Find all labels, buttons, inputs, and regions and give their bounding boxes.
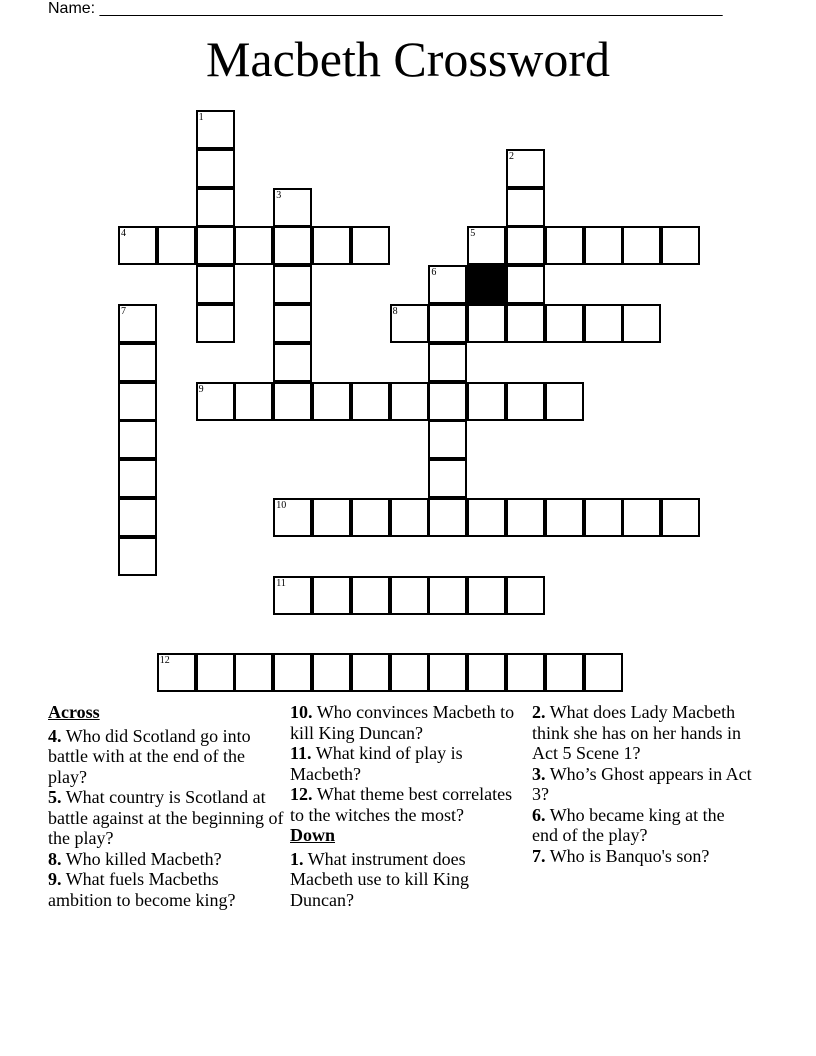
crossword-cell[interactable] <box>428 304 467 343</box>
crossword-cell[interactable] <box>506 226 545 265</box>
cell-number: 9 <box>198 383 204 395</box>
crossword-cell[interactable] <box>545 498 584 537</box>
clues-column-3 <box>532 702 754 866</box>
clue-number: 5. <box>48 787 62 807</box>
crossword-cell[interactable] <box>506 382 545 421</box>
crossword-cell[interactable] <box>661 226 700 265</box>
crossword-cell[interactable] <box>351 576 390 615</box>
crossword-cell[interactable] <box>196 382 235 421</box>
crossword-cell[interactable] <box>467 653 506 692</box>
clue-across-10 <box>290 702 526 743</box>
crossword-cell[interactable] <box>428 459 467 498</box>
crossword-cell[interactable] <box>234 226 273 265</box>
crossword-cell[interactable] <box>118 420 157 459</box>
crossword-cell[interactable] <box>545 653 584 692</box>
crossword-cell[interactable] <box>157 653 196 692</box>
crossword-cell[interactable] <box>234 653 273 692</box>
crossword-cell[interactable] <box>273 188 312 227</box>
clue-down-2 <box>532 702 754 764</box>
cell-number: 11 <box>276 577 286 589</box>
crossword-cell[interactable] <box>196 653 235 692</box>
crossword-cell[interactable] <box>428 653 467 692</box>
clue-text: Who convinces Macbeth to kill King Duncan? <box>290 702 515 743</box>
down-heading: Down <box>290 825 336 845</box>
crossword-cell[interactable] <box>467 576 506 615</box>
clue-number: 9. <box>48 869 62 889</box>
crossword-cell[interactable] <box>506 188 545 227</box>
clue-down-1 <box>290 849 526 911</box>
crossword-cell[interactable] <box>273 265 312 304</box>
cell-number: 7 <box>121 306 126 317</box>
crossword-cell[interactable] <box>312 382 351 421</box>
crossword-cell[interactable] <box>467 498 506 537</box>
crossword-cell[interactable] <box>390 304 429 343</box>
crossword-cell[interactable] <box>390 653 429 692</box>
clue-across-4 <box>48 726 284 788</box>
crossword-cell[interactable] <box>196 265 235 304</box>
crossword-cell[interactable] <box>622 498 661 537</box>
clue-across-12 <box>290 784 526 825</box>
crossword-cell[interactable] <box>428 420 467 459</box>
across-heading: Across <box>48 702 100 722</box>
crossword-cell[interactable] <box>545 304 584 343</box>
page-title: Macbeth Crossword <box>205 31 611 87</box>
clue-down-3 <box>532 764 754 805</box>
crossword-cell[interactable] <box>312 226 351 265</box>
crossword-cell[interactable] <box>196 226 235 265</box>
cell-number: 6 <box>431 267 437 279</box>
cell-number: 10 <box>276 500 287 511</box>
crossword-cell[interactable] <box>118 226 157 265</box>
clue-across-5 <box>48 787 284 849</box>
crossword-cell[interactable] <box>273 576 312 615</box>
crossword-cell[interactable] <box>467 226 506 265</box>
cell-number: 3 <box>276 189 282 201</box>
clues-column-2 <box>290 702 526 910</box>
crossword-cell[interactable] <box>118 343 157 382</box>
crossword-cell[interactable] <box>196 304 235 343</box>
cell-number: 4 <box>121 228 126 240</box>
crossword-cell[interactable] <box>196 149 235 188</box>
crossword-cell[interactable] <box>351 653 390 692</box>
crossword-cell[interactable] <box>661 498 700 537</box>
clue-text: Who did Scotland go into battle with at the end of the play? <box>48 725 251 787</box>
crossword-cell[interactable] <box>234 382 273 421</box>
clue-number: 6. <box>532 804 546 825</box>
clue-across-11 <box>290 743 526 784</box>
crossword-cell[interactable] <box>312 653 351 692</box>
name-field-label: Name: ______________________________________________________________________ <box>48 0 723 17</box>
clue-text: Who killed Macbeth? <box>65 848 222 869</box>
crossword-cell[interactable] <box>196 110 235 149</box>
clue-number: 11. <box>290 743 312 763</box>
crossword-cell[interactable] <box>273 343 312 382</box>
crossword-cell[interactable] <box>273 498 312 537</box>
clue-number: 12. <box>290 784 313 804</box>
clue-down-6 <box>532 805 754 846</box>
crossword-cell[interactable] <box>118 382 157 421</box>
cell-number: 2 <box>509 150 514 162</box>
clue-text: Who is Banquo's son? <box>549 845 710 866</box>
crossword-cell[interactable] <box>584 304 623 343</box>
crossword-cell[interactable] <box>545 226 584 265</box>
crossword-cell[interactable] <box>506 576 545 615</box>
crossword-cell[interactable] <box>428 498 467 537</box>
crossword-cell[interactable] <box>467 304 506 343</box>
crossword-cell[interactable] <box>118 498 157 537</box>
crossword-cell[interactable] <box>584 498 623 537</box>
crossword-cell[interactable] <box>428 265 467 304</box>
crossword-cell[interactable] <box>351 226 390 265</box>
crossword-cell[interactable] <box>506 149 545 188</box>
clue-across-8 <box>48 849 284 870</box>
crossword-cell[interactable] <box>428 382 467 421</box>
crossword-cell[interactable] <box>506 304 545 343</box>
crossword-cell[interactable] <box>273 304 312 343</box>
clue-text: What country is Scotland at battle against at the beginning of the play? <box>48 787 284 848</box>
clue-text: Who became king at the end of the play? <box>532 804 725 845</box>
clue-text: What fuels Macbeths ambition to become king? <box>48 869 236 910</box>
clues-column-1 <box>48 702 284 910</box>
crossword-cell[interactable] <box>351 382 390 421</box>
crossword-cell[interactable] <box>273 382 312 421</box>
crossword-cell[interactable] <box>390 576 429 615</box>
crossword-cell[interactable] <box>584 653 623 692</box>
crossword-cell[interactable] <box>118 304 157 343</box>
crossword-cell[interactable] <box>157 226 196 265</box>
cell-number: 1 <box>198 112 204 123</box>
black-square <box>467 265 506 304</box>
clue-number: 7. <box>532 845 546 866</box>
crossword-cell[interactable] <box>428 343 467 382</box>
cell-number: 5 <box>470 228 476 240</box>
crossword-cell[interactable] <box>273 653 312 692</box>
cell-number: 12 <box>159 655 170 667</box>
crossword-cell[interactable] <box>118 459 157 498</box>
clue-number: 2. <box>532 702 546 722</box>
crossword-cell[interactable] <box>196 188 235 227</box>
clue-across-9 <box>48 869 284 910</box>
crossword-cell[interactable] <box>506 498 545 537</box>
crossword-cell[interactable] <box>312 576 351 615</box>
clue-down-7 <box>532 846 754 867</box>
crossword-cell[interactable] <box>506 265 545 304</box>
clue-number: 10. <box>290 702 313 722</box>
crossword-cell[interactable] <box>467 382 506 421</box>
crossword-cell[interactable] <box>390 382 429 421</box>
clue-text: Who’s Ghost appears in Act 3? <box>532 763 752 804</box>
crossword-cell[interactable] <box>622 304 661 343</box>
crossword-cell[interactable] <box>351 498 390 537</box>
crossword-cell[interactable] <box>273 226 312 265</box>
crossword-cell[interactable] <box>622 226 661 265</box>
clue-text: What kind of play is Macbeth? <box>290 743 463 784</box>
clue-text: What instrument does Macbeth use to kill King Duncan? <box>290 848 469 910</box>
crossword-cell[interactable] <box>428 576 467 615</box>
clue-number: 4. <box>48 725 62 746</box>
crossword-cell[interactable] <box>545 382 584 421</box>
cell-number: 8 <box>392 306 398 317</box>
crossword-cell[interactable] <box>390 498 429 537</box>
crossword-cell[interactable] <box>312 498 351 537</box>
clue-number: 8. <box>48 848 62 869</box>
crossword-cell[interactable] <box>584 226 623 265</box>
crossword-cell[interactable] <box>118 537 157 576</box>
clue-text: What theme best correlates to the witches the most? <box>290 784 513 825</box>
clue-number: 3. <box>532 763 546 784</box>
clue-text: What does Lady Macbeth think she has on her hands in Act 5 Scene 1? <box>532 702 741 763</box>
clue-number: 1. <box>290 848 304 869</box>
crossword-cell[interactable] <box>506 653 545 692</box>
